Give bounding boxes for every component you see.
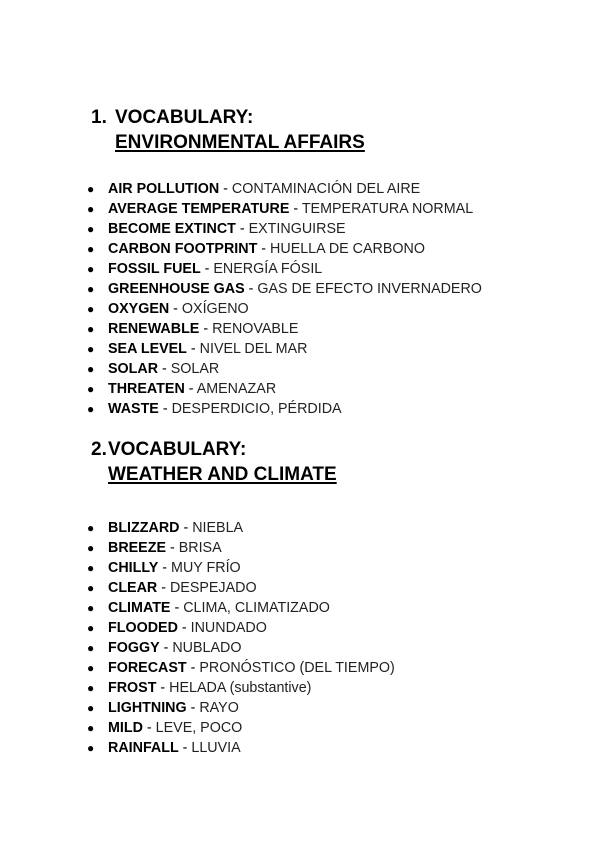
bullet-icon: ● <box>87 621 95 635</box>
bullet-icon: ● <box>87 521 95 535</box>
vocabulary-translation: GAS DE EFECTO INVERNADERO <box>257 281 482 297</box>
bullet-icon: ● <box>87 262 95 276</box>
term-separator: - <box>158 401 172 417</box>
term-separator: - <box>257 241 271 257</box>
vocabulary-translation: DESPERDICIO, PÉRDIDA <box>171 401 342 417</box>
list-item <box>0 399 482 419</box>
list-item <box>0 558 395 578</box>
term-separator: - <box>219 181 232 197</box>
vocabulary-translation: LLUVIA <box>191 740 241 756</box>
list-item <box>0 618 395 638</box>
list-item <box>0 538 395 558</box>
term-separator: - <box>200 261 214 277</box>
vocabulary-translation: OXÍGENO <box>181 301 249 317</box>
vocabulary-translation: RAYO <box>199 700 239 716</box>
bullet-icon: ● <box>87 581 95 595</box>
list-item <box>0 259 482 279</box>
vocabulary-term: FOSSIL FUEL <box>108 261 201 277</box>
vocabulary-term: FLOODED <box>108 620 178 636</box>
bullet-icon: ● <box>87 322 95 336</box>
list-item <box>0 738 395 758</box>
term-separator: - <box>179 520 193 536</box>
bullet-icon: ● <box>87 561 95 575</box>
vocabulary-term: AVERAGE TEMPERATURE <box>108 201 290 217</box>
vocabulary-term: GREENHOUSE GAS <box>108 281 245 297</box>
vocabulary-translation: DESPEJADO <box>169 580 257 596</box>
vocabulary-list <box>0 518 395 758</box>
bullet-icon: ● <box>87 541 95 555</box>
vocabulary-translation: NIVEL DEL MAR <box>199 341 308 357</box>
list-item <box>0 339 482 359</box>
bullet-icon: ● <box>87 242 95 256</box>
bullet-icon: ● <box>87 302 95 316</box>
vocabulary-term: SEA LEVEL <box>108 341 187 357</box>
term-separator: - <box>142 720 156 736</box>
vocabulary-term: FROST <box>108 680 157 696</box>
vocabulary-translation: TEMPERATURA NORMAL <box>301 201 474 217</box>
vocabulary-term: CLIMATE <box>108 600 171 616</box>
bullet-icon: ● <box>87 282 95 296</box>
section-heading <box>0 438 600 487</box>
list-item <box>0 518 395 538</box>
vocabulary-translation: INUNDADO <box>190 620 267 636</box>
list-item <box>0 658 395 678</box>
section-title: VOCABULARY: <box>115 107 254 128</box>
section-title: VOCABULARY: <box>108 439 247 460</box>
vocabulary-term: FORECAST <box>108 660 187 676</box>
vocabulary-term: RENEWABLE <box>108 321 200 337</box>
vocabulary-term: THREATEN <box>108 381 185 397</box>
vocabulary-list <box>0 179 482 419</box>
vocabulary-translation: HELADA (substantive) <box>169 680 312 696</box>
term-separator: - <box>177 620 191 636</box>
section-subtitle: ENVIRONMENTAL AFFAIRS <box>115 132 365 153</box>
vocabulary-translation: NIEBLA <box>192 520 244 536</box>
section-title-line <box>0 438 600 462</box>
term-separator: - <box>159 640 173 656</box>
vocabulary-term: RAINFALL <box>108 740 179 756</box>
section-number: 2. <box>91 439 107 460</box>
list-item <box>0 578 395 598</box>
bullet-icon: ● <box>87 661 95 675</box>
vocabulary-term: SOLAR <box>108 361 159 377</box>
vocabulary-translation: ENERGÍA FÓSIL <box>213 261 323 277</box>
term-separator: - <box>235 221 249 237</box>
vocabulary-term: CARBON FOOTPRINT <box>108 241 258 257</box>
list-item <box>0 678 395 698</box>
bullet-icon: ● <box>87 681 95 695</box>
bullet-icon: ● <box>87 701 95 715</box>
bullet-icon: ● <box>87 202 95 216</box>
vocabulary-translation: CONTAMINACIÓN DEL AIRE <box>231 181 421 197</box>
term-separator: - <box>170 600 184 616</box>
bullet-icon: ● <box>87 342 95 356</box>
term-separator: - <box>186 341 200 357</box>
list-item <box>0 379 482 399</box>
vocabulary-translation: EXTINGUIRSE <box>248 221 346 237</box>
vocabulary-term: WASTE <box>108 401 159 417</box>
bullet-icon: ● <box>87 182 95 196</box>
vocabulary-term: BLIZZARD <box>108 520 180 536</box>
vocabulary-term: AIR POLLUTION <box>108 181 220 197</box>
vocabulary-translation: LEVE, POCO <box>155 720 243 736</box>
vocabulary-translation: SOLAR <box>170 361 220 377</box>
section-weather-and-climate <box>0 438 600 756</box>
term-separator: - <box>158 560 172 576</box>
vocabulary-term: FOGGY <box>108 640 160 656</box>
term-separator: - <box>178 740 192 756</box>
vocabulary-term: MILD <box>108 720 143 736</box>
bullet-icon: ● <box>87 641 95 655</box>
term-separator: - <box>157 580 170 596</box>
vocabulary-translation: AMENAZAR <box>196 381 277 397</box>
term-separator: - <box>199 321 213 337</box>
list-item <box>0 299 482 319</box>
term-separator: - <box>166 540 179 556</box>
vocabulary-translation: BRISA <box>178 540 222 556</box>
term-separator: - <box>186 660 200 676</box>
list-item <box>0 698 395 718</box>
term-separator: - <box>184 381 197 397</box>
bullet-icon: ● <box>87 362 95 376</box>
list-item <box>0 179 482 199</box>
term-separator: - <box>289 201 302 217</box>
vocabulary-term: CLEAR <box>108 580 158 596</box>
vocabulary-term: BECOME EXTINCT <box>108 221 236 237</box>
term-separator: - <box>158 361 171 377</box>
vocabulary-translation: HUELLA DE CARBONO <box>270 241 425 257</box>
bullet-icon: ● <box>87 601 95 615</box>
vocabulary-term: BREEZE <box>108 540 166 556</box>
term-separator: - <box>244 281 258 297</box>
list-item <box>0 359 482 379</box>
list-item <box>0 718 395 738</box>
vocabulary-translation: RENOVABLE <box>212 321 299 337</box>
bullet-icon: ● <box>87 741 95 755</box>
list-item <box>0 638 395 658</box>
section-number: 1. <box>91 107 107 128</box>
vocabulary-term: OXYGEN <box>108 301 170 317</box>
term-separator: - <box>169 301 182 317</box>
list-item <box>0 219 482 239</box>
vocabulary-translation: PRONÓSTICO (DEL TIEMPO) <box>199 660 395 676</box>
bullet-icon: ● <box>87 382 95 396</box>
list-item <box>0 319 482 339</box>
section-environmental-affairs <box>0 106 600 417</box>
term-separator: - <box>156 680 170 696</box>
list-item <box>0 199 482 219</box>
term-separator: - <box>186 700 200 716</box>
vocabulary-translation: NUBLADO <box>172 640 242 656</box>
section-subtitle: WEATHER AND CLIMATE <box>108 464 337 485</box>
vocabulary-translation: MUY FRÍO <box>171 560 241 576</box>
section-heading <box>0 106 600 155</box>
vocabulary-term: CHILLY <box>108 560 159 576</box>
bullet-icon: ● <box>87 402 95 416</box>
list-item <box>0 598 395 618</box>
vocabulary-term: LIGHTNING <box>108 700 187 716</box>
bullet-icon: ● <box>87 222 95 236</box>
section-title-line <box>0 106 600 130</box>
list-item <box>0 279 482 299</box>
vocabulary-translation: CLIMA, CLIMATIZADO <box>183 600 330 616</box>
list-item <box>0 239 482 259</box>
bullet-icon: ● <box>87 721 95 735</box>
